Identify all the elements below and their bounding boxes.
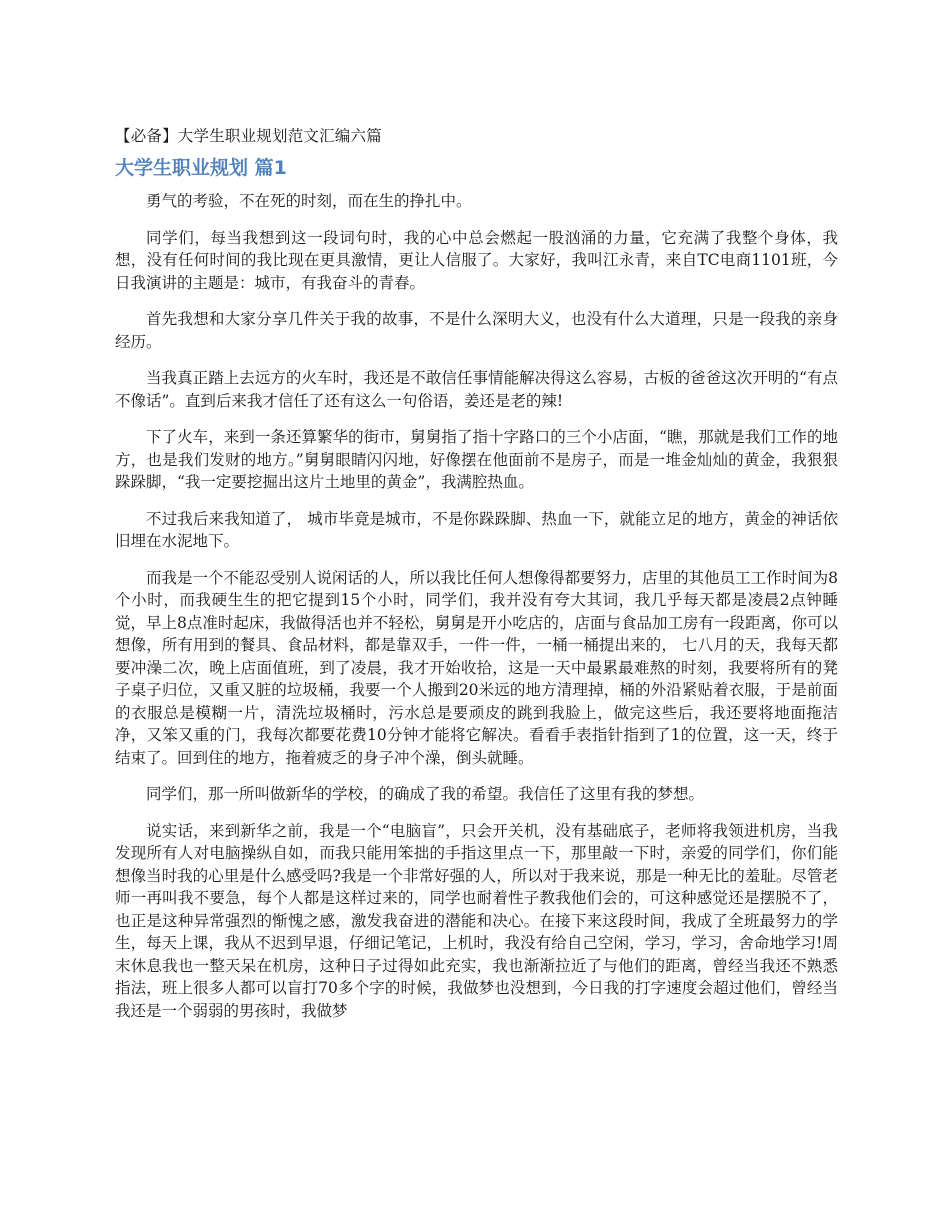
paragraph: 同学们，那一所叫做新华的学校，的确成了我的希望。我信任了这里有我的梦想。 [146,785,705,803]
document-title: 【必备】大学生职业规划范文汇编六篇 [115,127,382,145]
paragraph: 当我真正踏上去远方的火车时，我还是不敢信任事情能解决得这么容易，古板的爸爸这次开明的“有点不像话”。直到后来我才信任了还有这么一句俗语，姜还是老的辣! [115,369,838,410]
paragraph: 首先我想和大家分享几件关于我的故事，不是什么深明大义，也没有什么大道理，只是一段我的亲身经历。 [115,310,838,351]
paragraph: 不过我后来我知道了， 城市毕竟是城市，不是你跺跺脚、热血一下，就能立足的地方，黄金的神话依旧埋在水泥地下。 [115,509,838,550]
paragraph: 说实话，来到新华之前，我是一个“电脑盲”，只会开关机，没有基础底子，老师将我领进机房，当我发现所有人对电脑操纵自如，而我只能用笨拙的手指这里点一下，那里敲一下时，亲爱的同学们，你们能想像当时我的心里是什么感受吗?我是一个非常好强的人，所以对于我来说，那是一种无比的羞耻。尽管老师一再叫我不要急，每个人都是这样过来的，同学也耐着性子教我他们会的，可这种感觉还是摆脱不了， 也正是这种异常强烈的惭愧之感，激发我奋进的潜能和决心。在接下来这段时间，我成了全班最努力的学生，每天上课，我从不迟到早退，仔细记笔记，上机时，我没有给自己空闲，学习，学习，舍命地学习!周末休息我也一整天呆在机房，这种日子过得如此充实，我也渐渐拉近了与他们的距离，曾经当我还不熟悉指法，班上很多人都可以盲打70多个字的时候，我做梦也没想到，今日我的打字速度会超过他们，曾经当我还是一个弱弱的男孩时，我做梦 [115,821,838,1020]
paragraph: 下了火车，来到一条还算繁华的街市，舅舅指了指十字路口的三个小店面，“瞧，那就是我们工作的地方，也是我们发财的地方。”舅舅眼睛闪闪地，好像摆在他面前不是房子，而是一堆金灿灿的黄金，我狠狠跺跺脚，“我一定要挖掘出这片土地里的黄金”，我满腔热血。 [115,428,838,491]
section-heading: 大学生职业规划 篇1 [115,157,287,179]
paragraph: 同学们，每当我想到这一段词句时，我的心中总会燃起一股汹涌的力量，它充满了我整个身体，我想，没有任何时间的我比现在更具激情，更让人信服了。大家好，我叫江永青，来自TC电商1101班，今日我演讲的主题是：城市，有我奋斗的青春。 [115,228,838,292]
document-page [115,124,838,1036]
paragraph: 勇气的考验，不在死的时刻，而在生的挣扎中。 [146,192,472,210]
paragraph: 而我是一个不能忍受别人说闲话的人，所以我比任何人想像得都要努力，店里的其他员工工作时间为8个小时，而我硬生生的把它提到15个小时，同学们，我并没有夸大其词，我几乎每天都是凌晨2点钟睡觉，早上8点准时起床，我做得活也并不轻松，舅舅是开小吃店的，店面与食品加工房有一段距离，你可以想像，所有用到的餐具、食品材料，都是靠双手，一件一件，一桶一桶提出来的， 七八月的天，我每天都要冲澡二次，晚上店面值班，到了凌晨，我才开始收拾，这是一天中最累最难熬的时刻，我要将所有的凳子桌子归位，又重又脏的垃圾桶，我要一个人搬到20米远的地方清理掉，桶的外沿紧贴着衣服，于是前面的衣服总是模糊一片，清洗垃圾桶时，污水总是要顽皮的跳到我脸上，做完这些后，我还要将地面拖洁净，又笨又重的门，我每次都要花费10分钟才能将它解决。看看手表指针指到了1的位置，这一天，终于结束了。回到住的地方，拖着疲乏的身子冲个澡，倒头就睡。 [115,568,838,767]
